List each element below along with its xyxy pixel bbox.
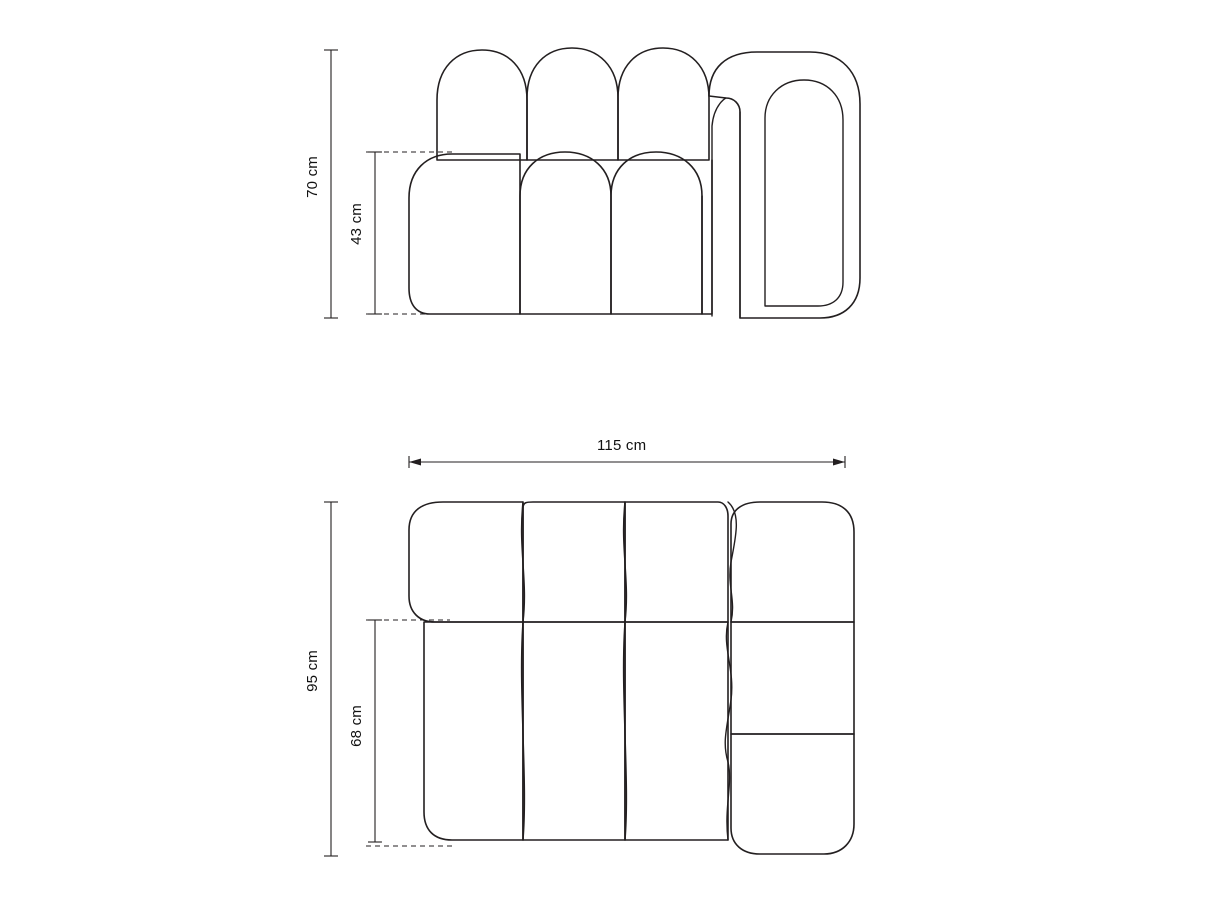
- dim-label-overall-height: 70 cm: [304, 156, 321, 198]
- armrest-edge-line: [712, 98, 726, 316]
- seat-cushion-2: [520, 152, 611, 314]
- plan-back-cushion-2: [523, 502, 625, 622]
- dim-label-seat-height: 43 cm: [348, 203, 365, 245]
- seat-back-joint: [702, 160, 712, 314]
- seat-cushion-1: [409, 154, 520, 314]
- plan-arm-pad-2: [731, 622, 854, 734]
- dim-label-seat-depth: 68 cm: [348, 705, 365, 747]
- plan-back-cushion-1: [409, 502, 523, 622]
- dim-115-arrow-right: [833, 459, 845, 466]
- plan-arm-pad-1: [731, 502, 854, 622]
- plan-seat-cushion-2: [523, 622, 625, 840]
- dim-115-arrow-left: [409, 459, 421, 466]
- top-plan-view: [324, 456, 854, 856]
- dim-label-overall-depth: 95 cm: [304, 650, 321, 692]
- backrest-cushion-3: [618, 48, 709, 160]
- backrest-cushion-1: [437, 50, 527, 160]
- seat-cushion-3: [611, 152, 702, 314]
- armrest-outer: [709, 52, 860, 318]
- side-elevation-view: [324, 48, 860, 318]
- armrest-inner-pad: [765, 80, 843, 306]
- plan-seat-cushion-3: [625, 622, 728, 840]
- plan-seam-5: [728, 502, 736, 622]
- backrest-cushion-2: [527, 48, 618, 160]
- plan-back-cushion-3: [625, 502, 728, 622]
- plan-arm-pad-3: [731, 734, 854, 854]
- plan-seat-cushion-1: [424, 622, 523, 840]
- dim-label-overall-width: 115 cm: [597, 437, 647, 454]
